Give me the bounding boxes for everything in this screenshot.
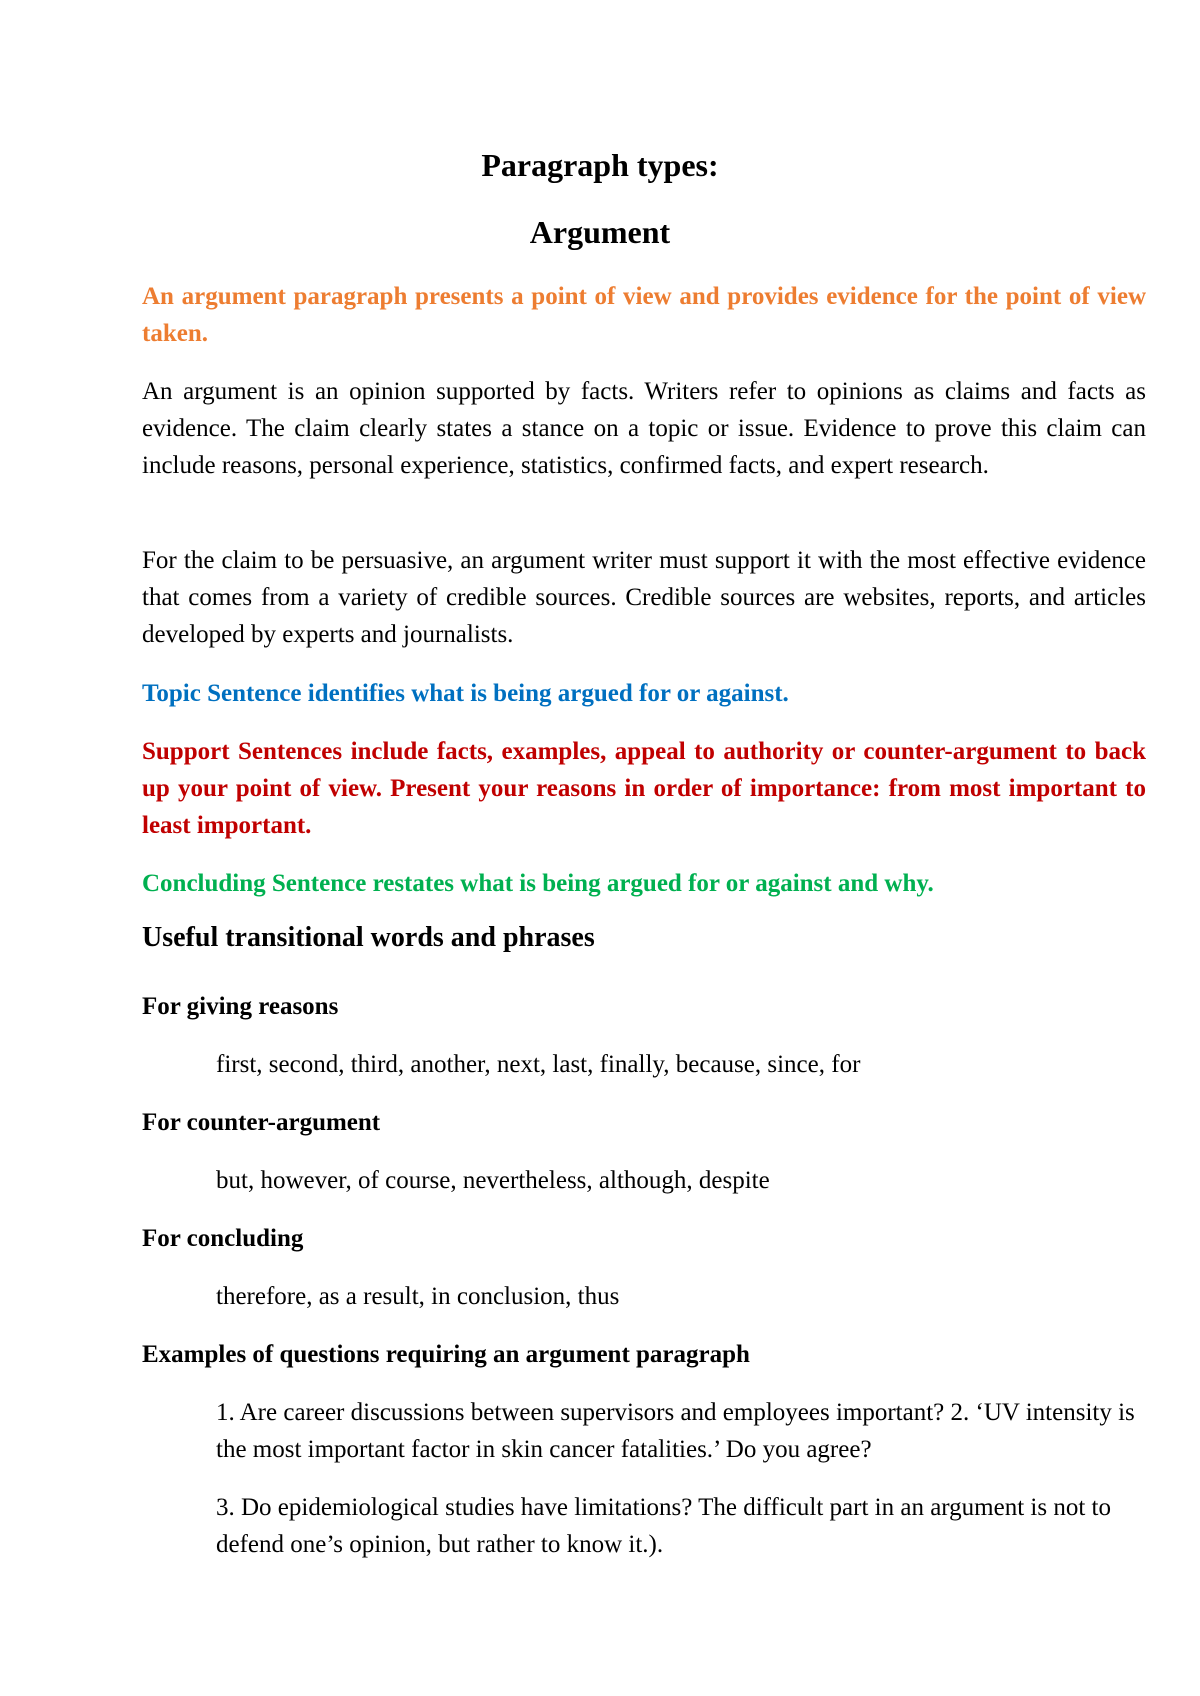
body-paragraph-1: An argument is an opinion supported by facts. Writers refer to opinions as claims and facts as evidence. The claim clearly states a stance on a topic or issue. Evidence to prove this claim can include reasons, personal experience, statistics, confirmed facts, and expert research.: [142, 378, 1146, 479]
examples-heading: Examples of questions requiring an argument paragraph: [142, 1341, 750, 1368]
counter-label: For counter-argument: [142, 1109, 381, 1136]
transitions-heading: Useful transitional words and phrases: [142, 922, 595, 953]
topic-sentence-note: Topic Sentence identifies what is being argued for or against.: [142, 680, 789, 707]
reasons-words: first, second, third, another, next, last, finally, because, since, for: [216, 1051, 861, 1078]
concluding-label: For concluding: [142, 1225, 304, 1252]
body-paragraph-2: For the claim to be persuasive, an argument writer must support it with the most effective evidence that comes from a variety of credible sources. Credible sources are websites, reports, and articles developed by experts and journalists.: [142, 547, 1146, 648]
page-title: Paragraph types:: [481, 147, 719, 183]
reasons-label: For giving reasons: [142, 993, 339, 1020]
definition-paragraph: An argument paragraph presents a point of view and provides evidence for the point of view taken.: [142, 283, 1146, 347]
counter-words: but, however, of course, nevertheless, although, despite: [216, 1167, 770, 1194]
example-questions-2: 3. Do epidemiological studies have limitations? The difficult part in an argument is not to defend one’s opinion, but rather to know it.).: [216, 1494, 1111, 1558]
page-subtitle: Argument: [529, 214, 671, 250]
example-questions-1: 1. Are career discussions between supervisors and employees important? 2. ‘UV intensity is the most important factor in skin cancer fatalities.’ Do you agree?: [216, 1399, 1135, 1463]
concluding-sentence-note: Concluding Sentence restates what is being argued for or against and why.: [142, 870, 934, 897]
concluding-words: therefore, as a result, in conclusion, thus: [216, 1283, 620, 1310]
support-sentences-note: Support Sentences include facts, examples, appeal to authority or counter-argument to back up your point of view. Present your reasons in order of importance: from most important to least important.: [142, 738, 1146, 839]
